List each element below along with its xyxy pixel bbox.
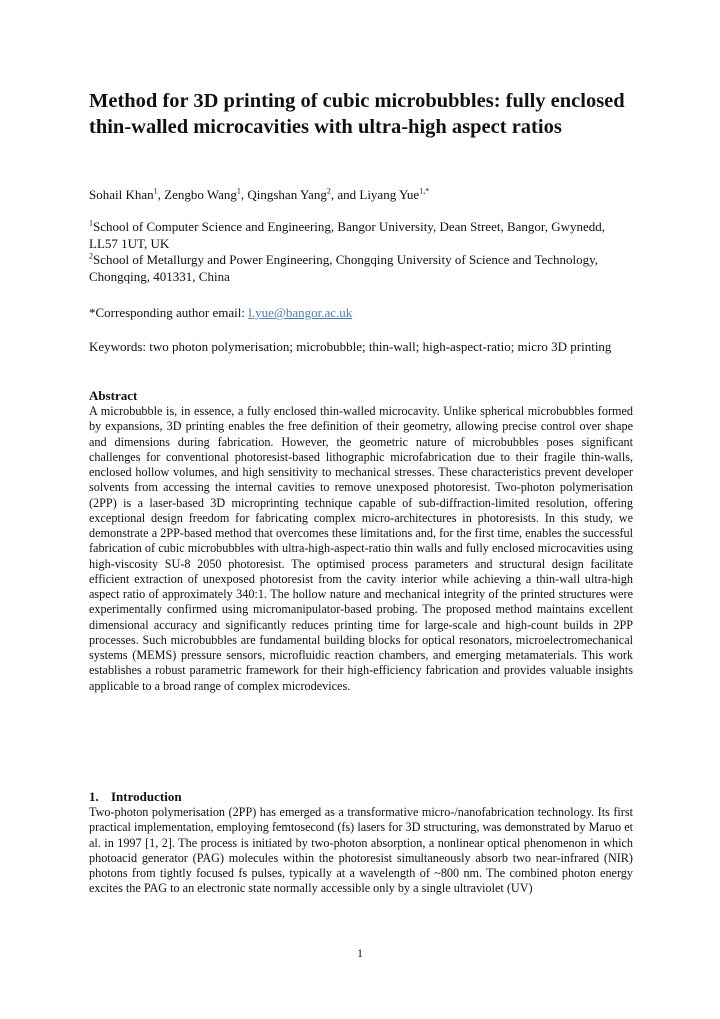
author-separator: , <box>240 187 248 202</box>
author-separator: , <box>157 187 165 202</box>
author-name: Sohail Khan <box>89 187 154 202</box>
corresponding-author <box>89 305 633 321</box>
section-number: 1. <box>89 789 99 804</box>
abstract-heading: Abstract <box>89 388 138 403</box>
corresponding-label: *Corresponding author email: <box>89 305 249 320</box>
affiliation <box>89 252 633 285</box>
corresponding-email-link[interactable]: l.yue@bangor.ac.uk <box>248 305 353 320</box>
introduction-text: Two-photon polymerisation (2PP) has emerged as a transformative micro-/nanofabrication technology. Its first practical implementation, employing femtosecond (fs) lasers for 3D structuring, was demonstrated by Maruo et al. in 1997 [1, 2]. The process is initiated by two-photon absorption, a nonlinear optical phenomenon in which photoacid generator (PAG) molecules within the photoresist simultaneously absorb two near-infrared (NIR) photons from tightly focused fs pulses, typically at a wavelength of ~800 nm. The combined photon energy excites the PAG to an electronic state normally accessible only by a single ultraviolet (UV) <box>89 805 633 896</box>
author-affiliation-mark: 2 <box>326 186 331 196</box>
affiliation-mark: 2 <box>89 251 93 261</box>
affiliation-mark: 1 <box>89 218 93 228</box>
author-separator: , and <box>330 187 360 202</box>
author-affiliation-mark: 1,* <box>419 186 430 196</box>
author-name: Zengbo Wang <box>164 187 237 202</box>
section-title: Introduction <box>111 789 182 804</box>
affiliation-list <box>89 219 633 285</box>
abstract-text: A microbubble is, in essence, a fully enclosed thin-walled microcavity. Unlike spherical microbubbles formed by expansions, 3D printing enables the free definition of their geometry, allowing precise control over shape and dimensions during fabrication. However, the geometric nature of microbubbles poses significant challenges for conventional photoresist-based lithographic microfabrication due to their fragile thin-walls, enclosed hollow volumes, and high sensitivity to mechanical stresses. These characteristics prevent developer solvents from accessing the internal cavities to remove unexposed photoresist. Two-photon polymerisation (2PP) is a laser-based 3D microprinting technique capable of sub-diffraction-limited resolution, offering exceptional design freedom for fabricating complex micro-architectures in photoresists. In this study, we demonstrate a 2PP-based method that overcomes these limitations and, for the first time, enables the successful fabrication of cubic microbubbles with ultra-high-aspect-ratio thin walls and fully enclosed microcavities using high-viscosity SU-8 2050 photoresist. The optimised process parameters and structural design facilitate efficient extraction of unexposed photoresist from the cavity interior while achieving a thin-wall ultra-high aspect ratio of approximately 340:1. The hollow nature and mechanical integrity of the printed structures were experimentally confirmed using micromanipulator-based probing. The proposed method maintains excellent dimensional accuracy and significantly reduces printing time for large-scale and high-count builds in 2PP processes. Such microbubbles are fundamental building blocks for optical resonators, microelectromechanical systems (MEMS) pressure sensors, microfluidic reaction chambers, and emerging metamaterials. This work establishes a robust parametric framework for their high-efficiency fabrication and provides valuable insights applicable to a broad range of complex microdevices. <box>89 404 633 693</box>
keywords: Keywords: two photon polymerisation; microbubble; thin-wall; high-aspect-ratio; micro 3D printing <box>89 339 612 354</box>
author-affiliation-mark: 1 <box>153 186 158 196</box>
author-name: Liyang Yue <box>359 187 420 202</box>
introduction-section <box>89 789 633 897</box>
author-affiliation-mark: 1 <box>236 186 241 196</box>
author-name: Qingshan Yang <box>247 187 327 202</box>
paper-title: Method for 3D printing of cubic microbubbles: fully enclosed thin-walled microcavities with ultra-high aspect ratios <box>89 90 625 138</box>
affiliation <box>89 219 633 252</box>
affiliation-text: School of Metallurgy and Power Engineering, Chongqing University of Science and Technology, Chongqing, 401331, China <box>89 252 599 284</box>
page-number: 1 <box>357 948 363 960</box>
affiliation-text: School of Computer Science and Engineering, Bangor University, Dean Street, Bangor, Gwynedd, LL57 1UT, UK <box>89 219 606 251</box>
introduction-heading <box>89 789 633 805</box>
abstract-section <box>89 388 633 694</box>
author-list <box>89 186 633 204</box>
